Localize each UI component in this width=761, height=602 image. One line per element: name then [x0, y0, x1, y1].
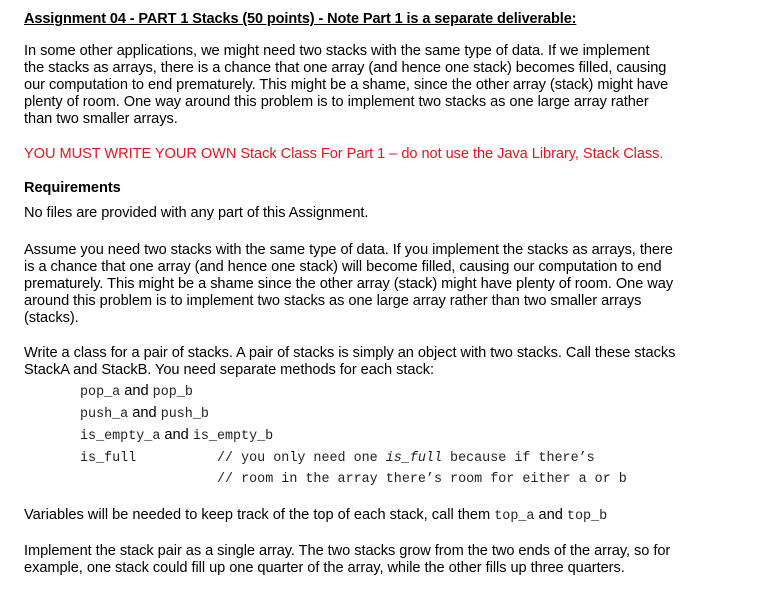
- assume-line: around this problem is to implement two stacks as one large array rather than two smaller arrays: [24, 293, 642, 309]
- warning-text: YOU MUST WRITE YOUR OWN Stack Class For Part 1 – do not use the Java Library, Stack Class.: [24, 146, 664, 162]
- is-full-comment-line-1: // you only need one is_full because if there’s: [217, 451, 595, 466]
- method-name: push_a: [80, 407, 129, 422]
- write-class-paragraph: [24, 345, 714, 379]
- intro-paragraph: [24, 43, 714, 128]
- implement-line: Implement the stack pair as a single array. The two stacks grow from the two ends of the array, so for: [24, 543, 671, 559]
- method-pair-pop: [80, 383, 193, 401]
- no-files-note: No files are provided with any part of this Assignment.: [24, 205, 369, 221]
- assume-line: is a chance that one array (and hence one stack) will become filled, causing our computation to end: [24, 259, 662, 275]
- implement-paragraph: [24, 543, 714, 577]
- assume-line: (stacks).: [24, 310, 79, 326]
- method-name: is_empty_b: [192, 429, 274, 444]
- assume-line: Assume you need two stacks with the same type of data. If you implement the stacks as arrays, there: [24, 242, 673, 258]
- method-conjunction: and: [124, 383, 149, 399]
- intro-line: than two smaller arrays.: [24, 111, 178, 127]
- method-name: pop_b: [152, 385, 193, 400]
- intro-line: In some other applications, we might need two stacks with the same type of data. If we implement: [24, 43, 650, 59]
- method-name: is_full: [80, 451, 137, 466]
- variable-name: top_a: [494, 509, 535, 524]
- variables-paragraph: Variables will be needed to keep track of the top of each stack, call them top_a and top_b: [24, 507, 608, 524]
- method-name: pop_a: [80, 385, 121, 400]
- requirements-heading: Requirements: [24, 180, 121, 196]
- variable-name: top_b: [566, 509, 608, 524]
- method-conjunction: and: [164, 427, 189, 443]
- method-pair-is-empty: [80, 427, 273, 445]
- method-name: push_b: [160, 407, 209, 422]
- method-is-full: [80, 449, 136, 467]
- method-pair-push: [80, 405, 209, 423]
- assume-paragraph: [24, 242, 714, 327]
- method-conjunction: and: [132, 405, 157, 421]
- intro-line: plenty of room. One way around this problem is to implement two stacks as one large array rather: [24, 94, 649, 110]
- assume-line: prematurely. This might be a shame since the other array (stack) might have plenty of room. One way: [24, 276, 674, 292]
- intro-line: our computation to end prematurely. This might be a shame, since the other array (stack) might have: [24, 77, 669, 93]
- implement-line: example, one stack could fill up one quarter of the array, while the other fills up three quarters.: [24, 560, 625, 576]
- method-name: is_empty_a: [80, 429, 161, 444]
- is-full-comment-line-2: // room in the array there’s room for either a or b: [217, 472, 627, 487]
- is-full-emphasis: is_full: [385, 451, 442, 466]
- assignment-heading: Assignment 04 - PART 1 Stacks (50 points) - Note Part 1 is a separate deliverable:: [24, 11, 577, 27]
- write-line: Write a class for a pair of stacks. A pair of stacks is simply an object with two stacks. Call these stacks: [24, 345, 676, 361]
- intro-line: the stacks as arrays, there is a chance that one array (and hence one stack) becomes filled, causing: [24, 60, 667, 76]
- write-line: StackA and StackB. You need separate methods for each stack:: [24, 362, 434, 378]
